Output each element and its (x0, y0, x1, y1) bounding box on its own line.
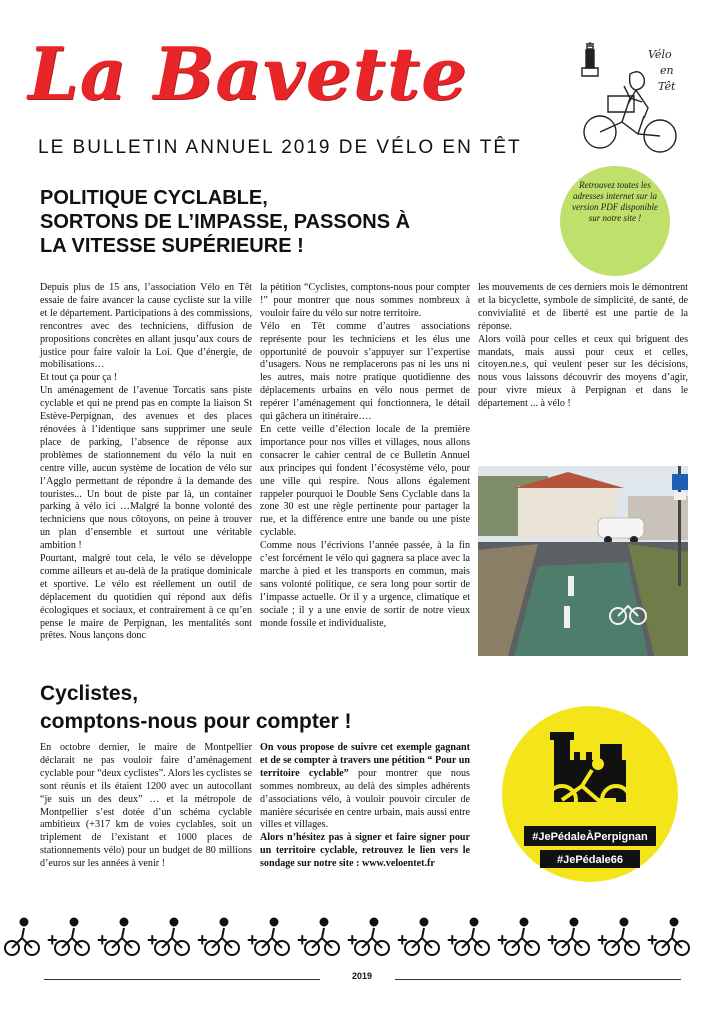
headline-line: POLITIQUE CYCLABLE, (40, 187, 268, 209)
masthead-subtitle: LE BULLETIN ANNUEL 2019 DE VÉLO EN TÊT (38, 137, 522, 158)
cyclist-icon (455, 919, 489, 956)
cyclist-icon (105, 919, 139, 956)
paragraph: Pourtant, malgré tout cela, le vélo se développe comme ailleurs et au-delà de la pratique dominicale et sportive. Le vélo est réellement un outil de déplacement du quotidien qui répond aux défis écologiques et sociaux, et contrairement à ce qu’en pense le maire de Perpignan, les mentalités sont prêtes. Nous lançons donc (40, 553, 252, 642)
paragraph: En octobre dernier, le maire de Montpellier déclarait ne pas vouloir faire d’aménagement cyclable pour “deux cyclistes”. Alors les cyclistes se sont réunis et ils étaient 1200 avec un autocollant “je suis un des deux” … et la métropole de Montpellier s’est dotée d’un schéma cyclable ambitieux (+317 km de voies cyclables, soit un triplement de l’existant et 1000 places de stationnements vélo) pour un budget de 80 millions d’euros sur les années à venir ! (40, 742, 252, 870)
paragraph: Comme nous l’écrivions l’année passée, à la fin c’est forcément le vélo qui gagnera sa place avec la marche à pied et les transports en commun, mais sans volonté politique, ce sera long pour sortir de l’impasse actuelle. Or il y a urgence, climatique et sociale ; il y a une envie de sortir de notre vieux monde fossile et individualiste, (260, 540, 470, 629)
cyclist-icon (605, 919, 639, 956)
plus-icon: + (97, 930, 108, 950)
footer-rule-right (395, 979, 681, 980)
cyclist-border (0, 910, 724, 960)
headline-line: SORTONS DE L’IMPASSE, PASSONS À (40, 211, 411, 233)
paragraph: Un aménagement de l’avenue Torcatis sans piste cyclable et qui ne prend pas en compte la liaison St Estève-Perpignan, des avenues et des places rénovées à l’identique sans supprimer une seule place de parking, l’absence de réponse aux problèmes de stationnement du vélo la nuit en centre ville, aucun système de location de vélo sur l’Agglo permettant de répondre à la demande des touristes... Un bout de piste par là, un container parking à vélo ici …Malgré la bonne volonté des techniciens que nous côtoyons, on peine à trouver un plan d’ensemble et surtout une véritable ambition ! (40, 385, 252, 552)
article1-headline (40, 186, 470, 258)
plus-icon: + (297, 930, 308, 950)
bike-lane-photo (478, 466, 688, 656)
logo-word-2: en (660, 64, 674, 77)
bold-text: Alors n’hésitez pas à signer et faire signer pour un territoire cyclable, retrouvez le lien vers le sondage sur notre site : www.veloentet.fr (260, 832, 470, 870)
logo-word-1: Vélo (648, 48, 672, 61)
plus-icon: + (397, 930, 408, 950)
paragraph (260, 832, 470, 871)
headline-line: comptons-nous pour compter ! (40, 710, 352, 733)
logo-word-3: Têt (658, 80, 676, 93)
plus-icon: + (247, 930, 258, 950)
cyclist-icon (205, 919, 239, 956)
plus-icon: + (347, 930, 358, 950)
page-number: 2019 (351, 971, 373, 981)
cyclist-icon (505, 919, 539, 956)
badge-text: Retrouvez toutes les adresses internet sur la version PDF disponible sur notre site ! (572, 180, 658, 223)
plus-icon: + (497, 930, 508, 950)
cyclist-icon (155, 919, 189, 956)
cyclist-icon (555, 919, 589, 956)
sticker-hashtag-1: #JePédaleÀPerpignan (532, 831, 648, 843)
cyclist-icon (355, 919, 389, 956)
velo-en-tet-logo (578, 38, 688, 160)
paragraph: Alors voilà pour celles et ceux qui briguent des mandats, mais aussi pour ceux et celles, citoyen.ne.s, qui veulent peser sur les décisions, nous vous laissons découvrir des moyens d’agir, pour vivre mieux à Perpignan et dans le département ... à vélo ! (478, 333, 688, 410)
paragraph-text: pour montrer que nous sommes nombreux, au delà des simples adhérents d’associations vélo, à vouloir pouvoir circuler de manière sécurisée en centre urbain, mais aussi entre villes et villages. (260, 767, 470, 831)
article1-column-3 (478, 282, 688, 411)
paragraph: la pétition “Cyclistes, comptons-nous pour compter !” pour montrer que nous sommes nombreux à vouloir faire du vélo sur notre territoire. (260, 282, 470, 319)
paragraph: Depuis plus de 15 ans, l’association Vélo en Têt essaie de faire avancer la cause cycliste sur la ville et le département. Participations à des commissions, rencontres avec des techniciens, diffusion de propositions concrètes en allant jusqu’aux cours de justice pour faire valoir la Loi. Que d’énergie, de mobilisations… (40, 282, 252, 371)
headline-line: LA VITESSE SUPÉRIEURE ! (40, 235, 304, 257)
article2-column-1 (40, 742, 252, 871)
article1-column-1 (40, 282, 252, 643)
cyclist-icon (55, 919, 89, 956)
article1-column-2 (260, 282, 470, 630)
plus-icon: + (447, 930, 458, 950)
cyclist-icon (305, 919, 339, 956)
pdf-info-badge (560, 166, 670, 276)
article2-column-2 (260, 742, 470, 871)
paragraph: Vélo en Têt comme d’autres associations représente pour les techniciens et les élus une opportunité de pouvoir s’appuyer sur l’expertise d’usagers. Nous ne remplacerons pas ni les uns ni les autres, mais notre pratique quotidienne des déplacements urbains en vélo nous permet de repérer l’aménagement qui fonctionnera, le détail qui gâchera un itinéraire…. (260, 320, 470, 423)
masthead-title: La Bavette (28, 31, 468, 116)
article2-headline (40, 680, 480, 736)
bold-text: On vous propose de suivre cet exemple gagnant et de se compter à travers une pétition “ Pour un territoire cyclable” (260, 742, 470, 779)
cyclist-icon (5, 919, 39, 956)
cyclist-icon (255, 919, 289, 956)
paragraph: les mouvements de ces derniers mois le démontrent et la bicyclette, symbole de simplicité, de santé, de convivialité et de liberté est une partie de la réponse. (478, 282, 688, 332)
plus-icon: + (647, 930, 658, 950)
jepedale-sticker (500, 704, 680, 884)
plus-icon: + (197, 930, 208, 950)
plus-icon: + (147, 930, 158, 950)
cyclist-icon (405, 919, 439, 956)
cyclist-icon (655, 919, 689, 956)
plus-icon: + (547, 930, 558, 950)
sticker-hashtag-2: #JePédale66 (556, 854, 624, 866)
paragraph (260, 742, 470, 832)
footer-rule-left (44, 979, 320, 980)
plus-icon: + (597, 930, 608, 950)
headline-line: Cyclistes, (40, 682, 139, 705)
plus-icon: + (47, 930, 58, 950)
paragraph: Et tout ça pour ça ! (40, 372, 118, 384)
paragraph: En cette veille d’élection locale de la première importance pour nos villes et villages, nous allons consacrer le cahier central de ce Bulletin Annuel aux principes qui fondent l’écosystème vélo, pour une ville qui respire. Nous allons également rappeler pourquoi le Double Sens Cyclable dans la zone 30 est une règle pertinente pour partager la rue, et la différence entre une bande ou une piste cyclable. (260, 423, 470, 539)
